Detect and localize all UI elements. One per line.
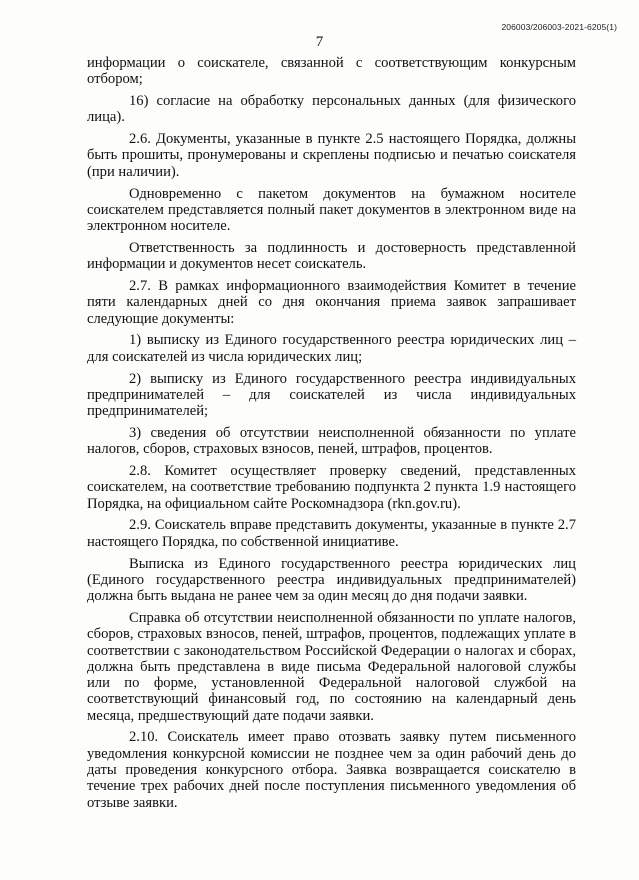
paragraph-2-7: 2.7. В рамках информационного взаимодействия Комитет в течение пяти календарных дней со дня окончания приема заявок запрашивает следующие документы: — [87, 278, 576, 327]
paragraph-electronic-copy: Одновременно с пакетом документов на бумажном носителе соискателем представляется полный пакет документов в электронном виде на электронном носителе. — [87, 185, 576, 235]
document-id: 206003/206003-2021-6205(1) — [501, 22, 617, 32]
paragraph-continuation: информации о соискателе, связанной с соответствующим конкурсным отбором; — [87, 55, 576, 88]
paragraph-item-16: 16) согласие на обработку персональных данных (для физического лица). — [87, 93, 576, 126]
paragraph-2-10: 2.10. Соискатель имеет право отозвать заявку путем письменного уведомления конкурсной комиссии не позднее чем за один рабочий день до даты проведения конкурсного отбора. Заявка возвращается соискателю в течение трех рабочих дней после поступления письменного уведомления об отзыве заявки. — [87, 729, 576, 811]
paragraph-2-7-item-1: 1) выписку из Единого государственного реестра юридических лиц – для соискателей из числа юридических лиц; — [87, 332, 576, 365]
paragraph-tax-certificate: Справка об отсутствии неисполненной обязанности по уплате налогов, сборов, страховых взносов, пеней, штрафов, процентов, подлежащих уплате в соответствии с законодательством Российской Федерации о налогах и сборах, должна быть представлена в виде письма Федеральной налоговой службы или по форме, установленной Федеральной налоговой службой на соответствующий финансовый год, по состоянию на календарный день месяца, предшествующий дате подачи заявки. — [87, 609, 576, 724]
paragraph-2-7-item-2: 2) выписку из Единого государственного реестра индивидуальных предпринимателей – для соискателей из числа индивидуальных предпринимателей; — [87, 370, 576, 420]
paragraph-extract-validity: Выписка из Единого государственного реестра юридических лиц (Единого государственного реестра индивидуальных предпринимателей) должна быть выдана не ранее чем за один месяц до дня подачи заявки. — [87, 555, 576, 605]
paragraph-2-8: 2.8. Комитет осуществляет проверку сведений, представленных соискателем, на соответствие требованию подпункта 2 пункта 1.9 настоящего Порядка, на официальном сайте Роскомнадзора (rkn.gov.ru). — [87, 463, 576, 512]
paragraph-responsibility: Ответственность за подлинность и достоверность представленной информации и документов несет соискатель. — [87, 239, 576, 273]
paragraph-2-9: 2.9. Соискатель вправе представить документы, указанные в пункте 2.7 настоящего Порядка, по собственной инициативе. — [87, 517, 576, 550]
paragraph-2-7-item-3: 3) сведения об отсутствии неисполненной обязанности по уплате налогов, сборов, страховых взносов, пеней, штрафов, процентов. — [87, 424, 576, 458]
paragraph-2-6: 2.6. Документы, указанные в пункте 2.5 настоящего Порядка, должны быть прошиты, пронумерованы и скреплены подписью и печатью соискателя (при наличии). — [87, 131, 576, 180]
page-number: 7 — [315, 34, 324, 50]
document-body — [87, 55, 576, 816]
